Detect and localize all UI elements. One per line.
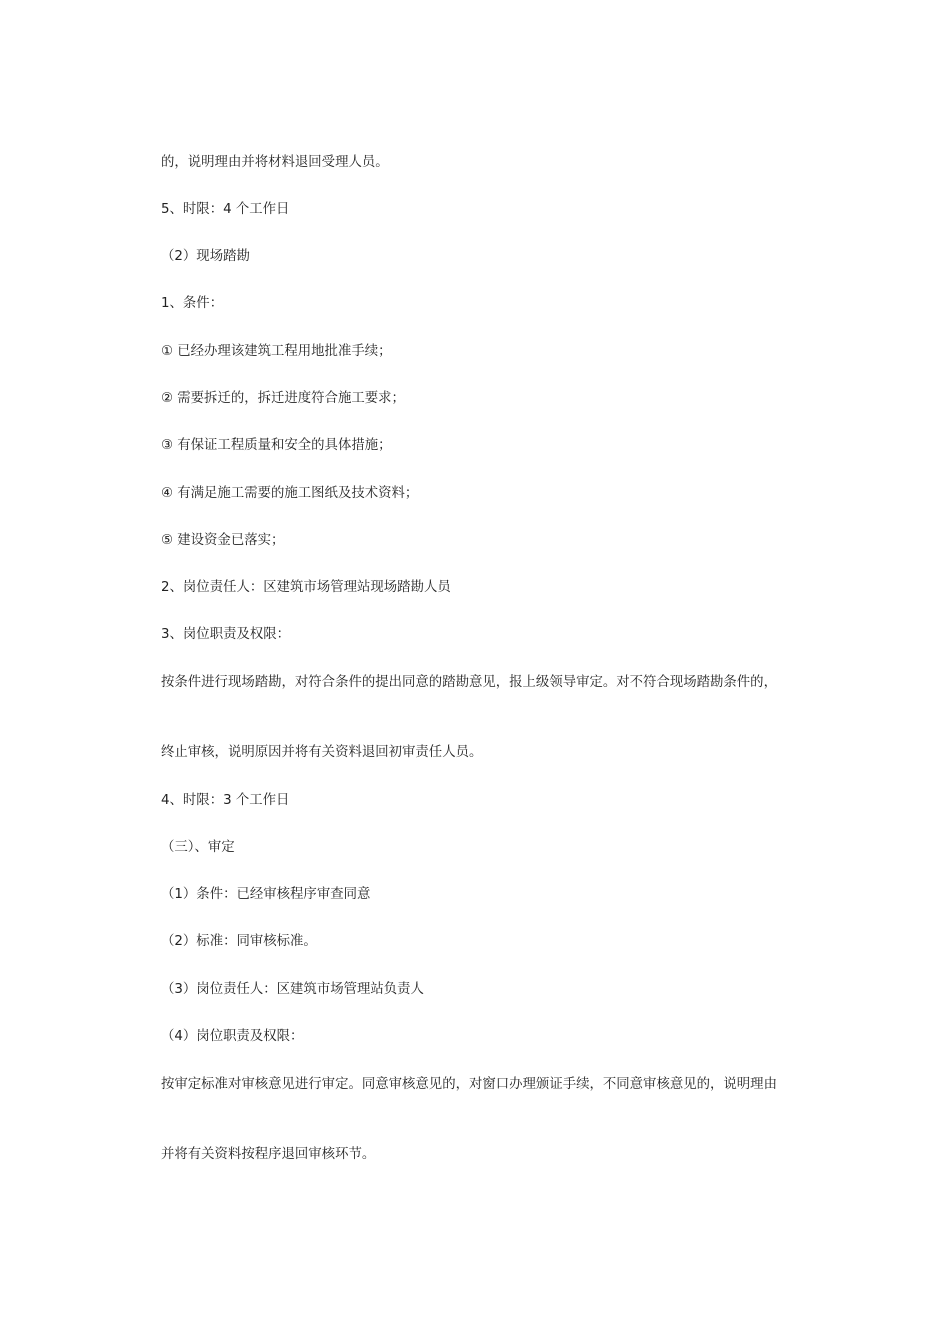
paragraph-11: 3、岗位职责及权限： (161, 627, 291, 642)
list-item-condition-4: ④ 有满足施工需要的施工图纸及技术资料； (161, 486, 419, 501)
paragraph-20: 按审定标准对审核意见进行审定。同意审核意见的，对窗口办理颁证手续，不同意审核意见的，说明理由 (161, 1077, 777, 1092)
paragraph-17: （2）标准：同审核标准。 (161, 934, 317, 949)
paragraph-4: 1、条件： (161, 296, 224, 311)
paragraph-18: （3）岗位责任人：区建筑市场管理站负责人 (161, 982, 424, 997)
paragraph-13: 终止审核，说明原因并将有关资料退回初审责任人员。 (161, 745, 483, 760)
paragraph-10: 2、岗位责任人：区建筑市场管理站现场踏勘人员 (161, 580, 451, 595)
paragraph-12: 按条件进行现场踏勘，对符合条件的提出同意的踏勘意见，报上级领导审定。对不符合现场踏勘条件的， (161, 675, 777, 690)
list-item-condition-2: ② 需要拆迁的，拆迁进度符合施工要求； (161, 391, 405, 406)
paragraph-14: 4、时限：3 个工作日 (161, 793, 290, 808)
list-item-condition-5: ⑤ 建设资金已落实； (161, 533, 285, 548)
paragraph-1: 的，说明理由并将材料退回受理人员。 (161, 155, 389, 170)
paragraph-21: 并将有关资料按程序退回审核环节。 (161, 1147, 376, 1162)
list-item-condition-3: ③ 有保证工程质量和安全的具体措施； (161, 438, 392, 453)
paragraph-2: 5、时限：4 个工作日 (161, 202, 290, 217)
paragraph-16: （1）条件：已经审核程序审查同意 (161, 887, 371, 902)
list-item-condition-1: ① 已经办理该建筑工程用地批准手续； (161, 344, 392, 359)
section-heading-site-survey: （2）现场踏勘 (161, 249, 250, 264)
paragraph-19: （4）岗位职责及权限： (161, 1029, 304, 1044)
section-heading-approval: （三）、审定 (161, 840, 235, 855)
